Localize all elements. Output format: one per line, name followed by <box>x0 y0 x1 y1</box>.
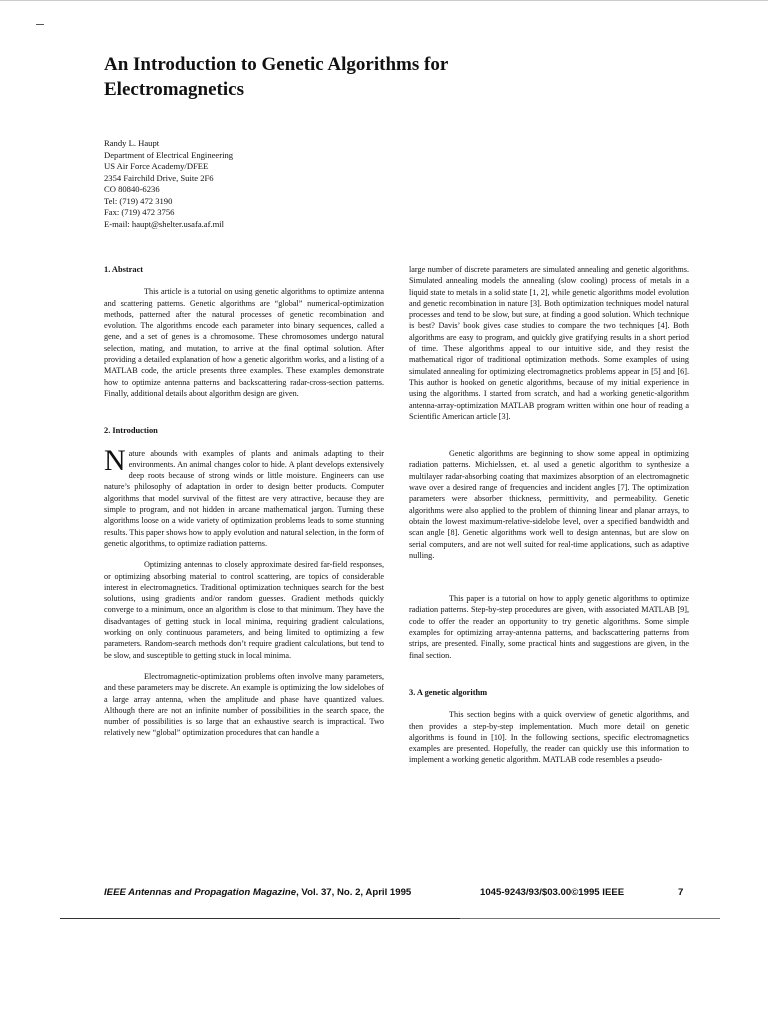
abstract-heading: 1. Abstract <box>104 265 144 274</box>
left-column <box>104 264 384 749</box>
author-street: 2354 Fairchild Drive, Suite 2F6 <box>104 172 214 183</box>
footer-rule-right <box>460 918 720 919</box>
introduction-paragraph-1-text: ature abounds with examples of plants and animals adapting to their environments. An animal changes color to hide. A plant develops extensively deep roots because of strong winds or little moisture. Engineers can use nature’s philosophy of adaptation in order to design better products. Computer algorithms that model survival of the fittest are very attractive, because they are simple to program, and not hidden in arcane mathematical jargon. Turning these algorithms loose on a wide variety of optimization problems leads to some stunning results. This paper shows how to apply evolution and natural selection, in the form of genetic algorithms, to optimize radiation patterns. <box>104 448 384 548</box>
author-name: Randy L. Haupt <box>104 138 160 148</box>
paper-title: An Introduction to Genetic Algorithms for Electromagnetics <box>104 54 448 100</box>
author-telephone: Tel: (719) 472 3190 <box>104 195 173 206</box>
footer-journal-citation <box>104 887 411 898</box>
introduction-paragraph-3: Electromagnetic-optimization problems often involve many parameters, and these parameters may be discrete. An example is optimizing the low sidelobes of a large array antenna, when the amplitude and phase have quantized values. Although there are not an infinite number of possibilities in the search space, the number of possibilities is so large that an exhaustive search is impractical. Two relatively new “global” optimization procedures that can handle a <box>104 671 384 738</box>
footer-issn: 1045-9243/93/$03.00©1995 IEEE <box>480 887 625 898</box>
author-email: E-mail: haupt@shelter.usafa.af.mil <box>104 218 225 229</box>
abstract-paragraph: This article is a tutorial on using genetic algorithms to optimize antenna and scattering patterns. Genetic algorithms are “global” numerical-optimization methods, patterned after the natural processes of genetic recombination and evolution. The algorithms encode each parameter into binary sequences, called a gene, and a set of genes is a chromosome. These chromosomes undergo natural selection, mating, and mutation, to arrive at the final optimal solution. After providing a detailed explanation of how a genetic algorithm works, and a listing of a MATLAB code, the article presents three examples. These examples demonstrate how to optimize antenna patterns and backscattering radar-cross-section patterns. Finally, additional details about algorithm design are given. <box>104 287 384 398</box>
genetic-algorithm-paragraph: This section begins with a quick overview of genetic algorithms, and then provides a step-by-step implementation. Much more detail on genetic algorithms is found in [10]. In the following sections, specific electromagnetics examples are presented. Hopefully, the reader can quickly use this information to implement a working genetic algorithm. MATLAB code resembles a pseudo- <box>409 710 689 765</box>
footer-rule-left <box>60 918 460 919</box>
introduction-paragraph-2: Optimizing antennas to closely approximate desired far-field responses, or optimizing absorbing material to control scattering, are topics of considerable interest in electromagnetics. Traditional optimization techniques search for the best solutions, using gradients and/or random guesses. Gradient methods quickly converge to a minimum, once an algorithm is close to that minimum. They have the disadvantages of getting stuck in local minima, requiring gradient calculations, working on only continuous parameters, and being limited to optimizing a few parameters. Random-search methods don’t require gradient calculations, but tend to be slow, and susceptible to getting stuck in local minima. <box>104 560 384 660</box>
author-city: CO 80840-6236 <box>104 184 160 194</box>
right-paragraph-1: large number of discrete parameters are simulated annealing and genetic algorithms. Simulated annealing models the annealing (slow cooling) process of metals in a liquid state to metals in a solid state [1, 2], while genetic algorithms model evolution and genetic recombination in nature [3]. Both optimization techniques model natural processes and tend to be slow, but sure, at finding a good solution. Which technique is best? Davis’ book gives case studies to compare the two techniques [4]. Both algorithms are easy to program, and quickly give gratifying results in a short period of time. These algorithms appeal to our intuitive side, and they resist the mathematical rigor of traditional optimization methods. Some examples of using simulated annealing for optimizing electromagnetics problems appear in [5] and [6]. This author is hooked on genetic algorithms, because of my initial experience in using the algorithms. I started from scratch, and had a working genetic-algorithm antenna-array-optimization MATLAB program written within one hour of reading a Scientific American article [3]. <box>409 265 689 421</box>
introduction-heading: 2. Introduction <box>104 426 158 436</box>
right-paragraph-2: Genetic algorithms are beginning to show some appeal in optimizing radiation patterns. Michielssen, et. al used a genetic algorithm to synthesize a multilayer radar-absorbing coating that maximizes absorption of an electromagnetic wave over a desired range of frequencies and incident angles [7]. The optimization parameters were absorber thickness, permittivity, and permeability. Genetic algorithms were also applied to the problem of thinning linear and planar arrays, to obtain the lowest maximum-relative-sidelobe level, over a specified bandwidth and scan angle [8]. Genetic algorithms work well to design antennas, but are slow on serial computers, and are not well suited for real-time applications, such as adaptive nulling. <box>409 449 689 560</box>
introduction-paragraph-1 <box>104 443 384 550</box>
author-organization: US Air Force Academy/DFEE <box>104 161 209 171</box>
footer-issue: , Vol. 37, No. 2, April 1995 <box>296 887 412 898</box>
author-department: Department of Electrical Engineering <box>104 149 234 160</box>
genetic-algorithm-heading: 3. A genetic algorithm <box>409 687 488 697</box>
scan-mark <box>36 24 44 25</box>
author-fax: Fax: (719) 472 3756 <box>104 207 175 217</box>
right-column <box>409 264 689 776</box>
footer-journal-name: IEEE Antennas and Propagation Magazine <box>104 887 297 898</box>
scan-top-edge <box>0 0 768 1</box>
page-number: 7 <box>678 887 684 898</box>
page-footer <box>104 887 684 901</box>
right-paragraph-3: This paper is a tutorial on how to apply genetic algorithms to optimize radiation patterns. Step-by-step procedures are given, with associated MATLAB [9], code to offer the reader an opportunity to try genetic algorithms. Some simple examples for optimizing array-antenna patterns, and backscattering patterns from strips, are presented. Finally, some practical hints and suggestions are given, in the final section. <box>409 594 689 660</box>
author-block <box>104 138 404 230</box>
drop-cap-letter: N <box>104 443 126 477</box>
